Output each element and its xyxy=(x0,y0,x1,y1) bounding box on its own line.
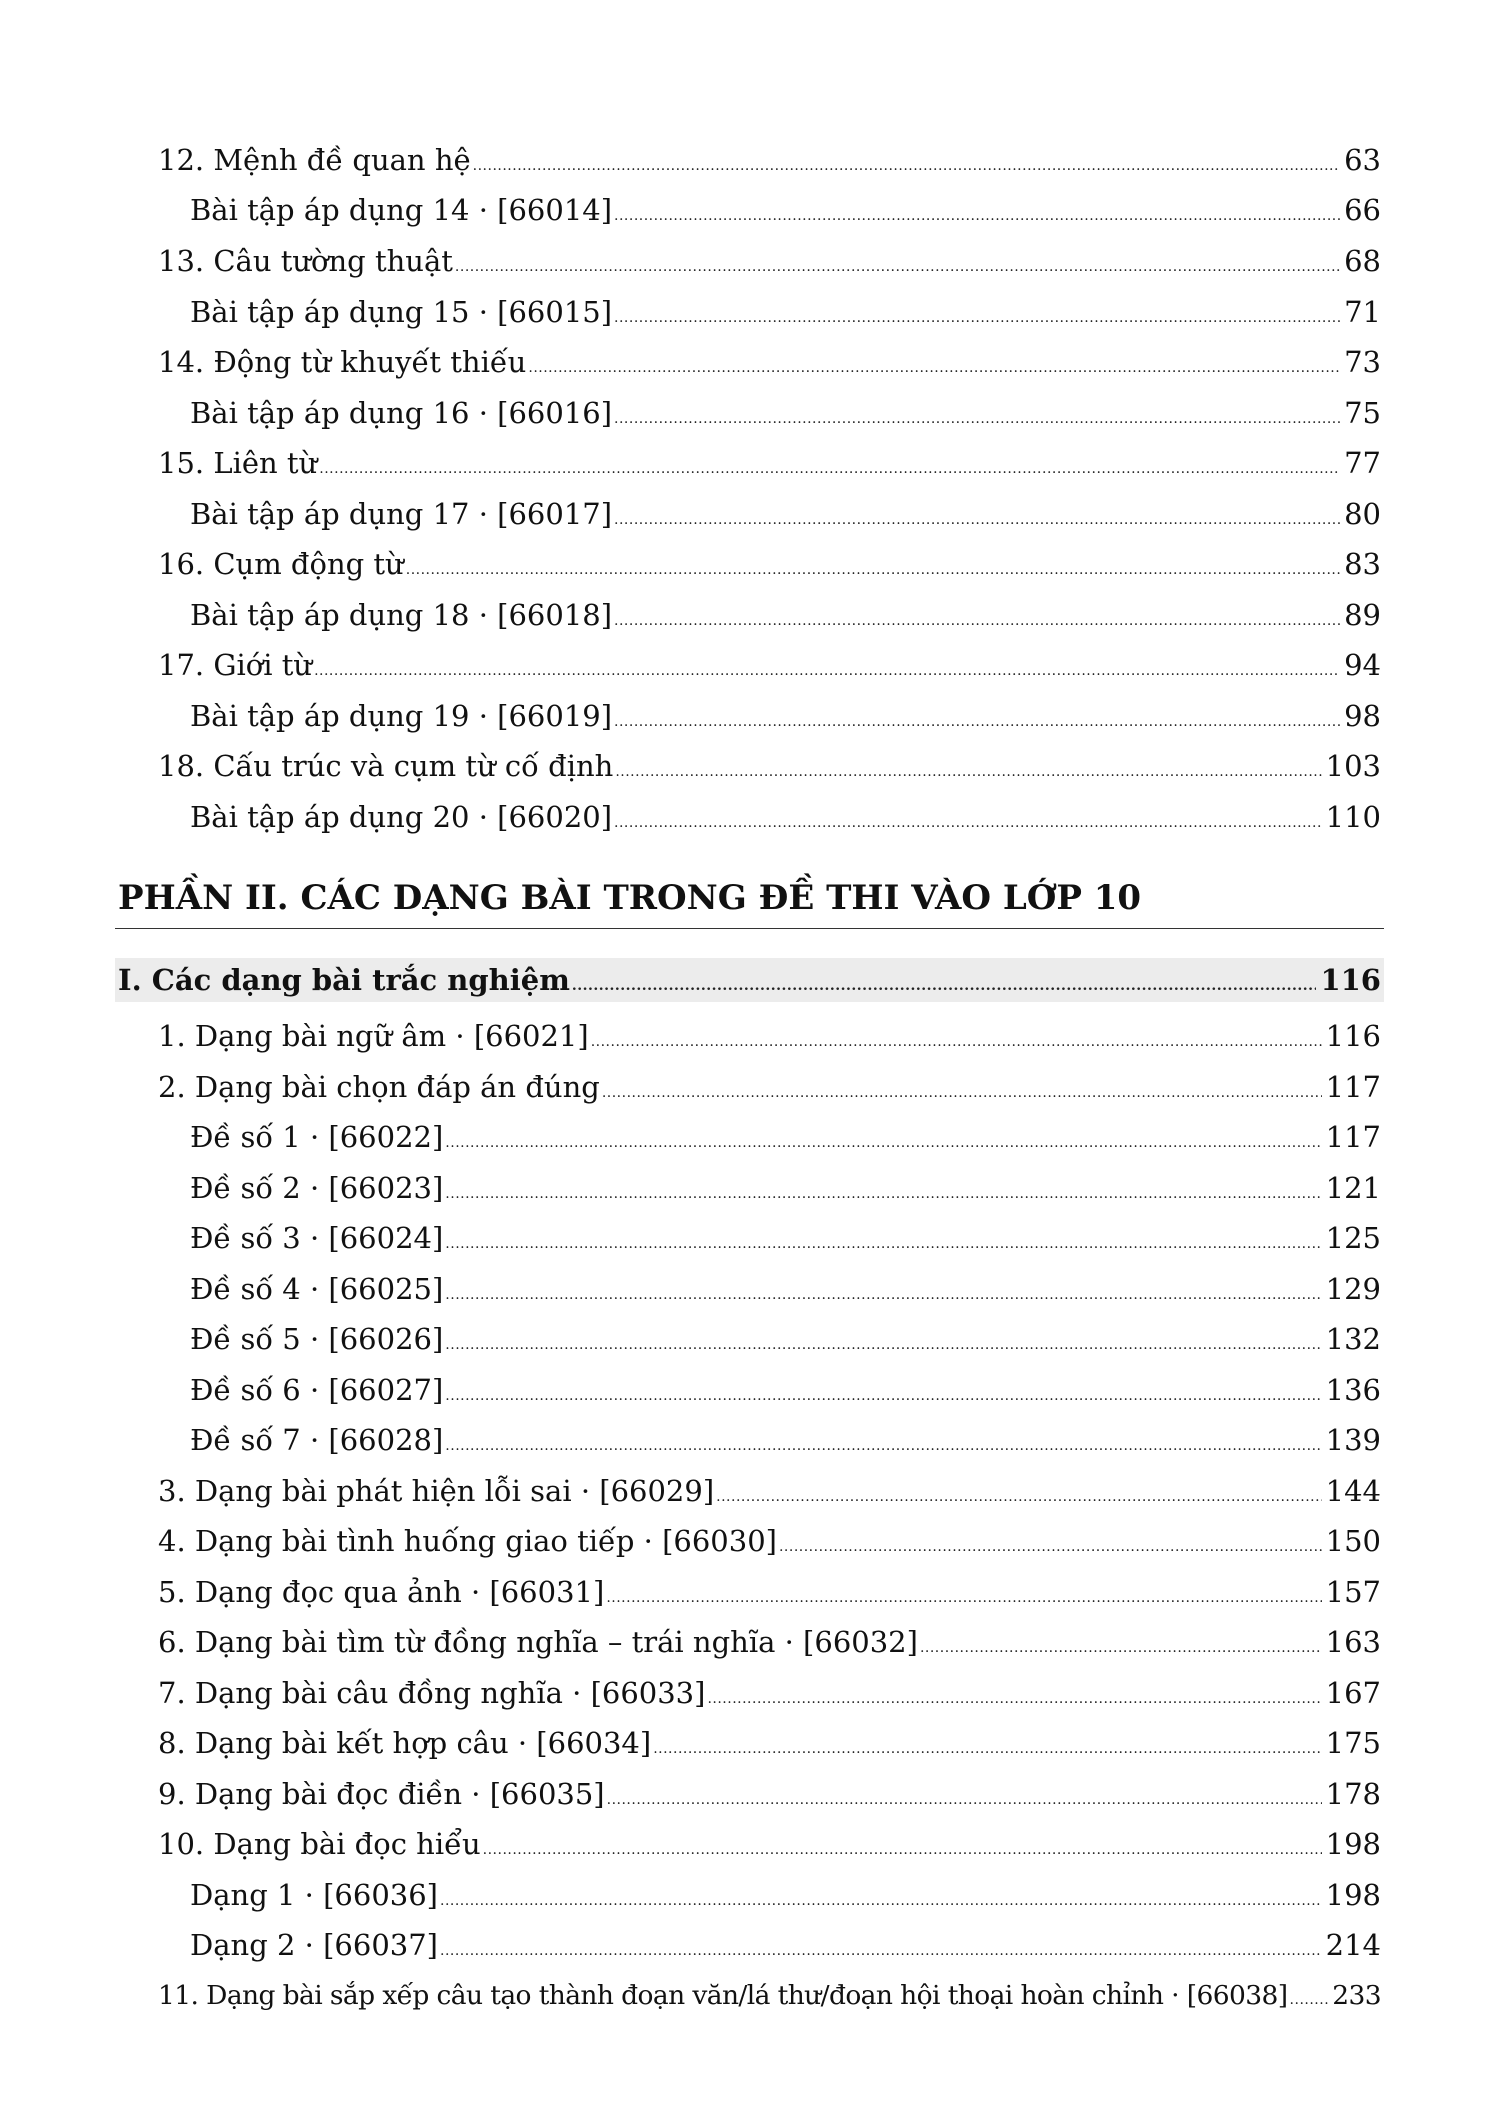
toc-entry[interactable] xyxy=(190,1119,1381,1161)
toc-entry-label: 2. Dạng bài chọn đáp án đúng xyxy=(158,1070,600,1104)
toc-entry-page: 175 xyxy=(1325,1726,1381,1760)
toc-entry-page: 198 xyxy=(1325,1827,1381,1861)
toc-entry[interactable] xyxy=(190,1271,1381,1313)
toc-entry[interactable] xyxy=(158,1978,1381,2018)
toc-entry-label: Dạng 2 · [66037] xyxy=(190,1928,438,1962)
dot-leader xyxy=(483,1832,1322,1868)
toc-entry-page: 117 xyxy=(1325,1070,1381,1104)
dot-leader xyxy=(445,1327,1321,1363)
toc-entry-page: 132 xyxy=(1325,1322,1381,1356)
toc-entry[interactable] xyxy=(158,546,1381,588)
toc-entry-page: 178 xyxy=(1325,1777,1381,1811)
toc-entry[interactable] xyxy=(158,1624,1381,1666)
dot-leader xyxy=(716,1479,1322,1515)
dot-leader xyxy=(455,249,1340,285)
toc-entry[interactable] xyxy=(158,1675,1381,1717)
toc-entry-label: Bài tập áp dụng 17 · [66017] xyxy=(190,497,613,531)
toc-entry[interactable] xyxy=(158,243,1381,285)
toc-subsection-page: 116 xyxy=(1320,963,1381,997)
toc-entry[interactable] xyxy=(190,1877,1381,1919)
dot-leader xyxy=(779,1529,1322,1565)
dot-leader xyxy=(614,704,1340,740)
toc-entry-label: Dạng 1 · [66036] xyxy=(190,1878,438,1912)
toc-entry-page: 167 xyxy=(1325,1676,1381,1710)
part-title: PHẦN II. CÁC DẠNG BÀI TRONG ĐỀ THI VÀO LỚP 10 xyxy=(118,878,1142,918)
toc-entry[interactable] xyxy=(158,1473,1381,1515)
toc-entry[interactable] xyxy=(190,395,1381,437)
toc-entry-page: 80 xyxy=(1344,497,1381,531)
toc-entry-page: 157 xyxy=(1325,1575,1381,1609)
toc-entry-page: 75 xyxy=(1344,396,1381,430)
toc-entry[interactable] xyxy=(190,1321,1381,1363)
toc-subsection[interactable] xyxy=(118,962,1381,1004)
toc-entry[interactable] xyxy=(190,1220,1381,1262)
toc-entry-page: 163 xyxy=(1325,1625,1381,1659)
toc-entry-page: 103 xyxy=(1325,749,1381,783)
toc-entry[interactable] xyxy=(190,1422,1381,1464)
toc-entry[interactable] xyxy=(158,647,1381,689)
toc-entry-page: 71 xyxy=(1344,295,1381,329)
toc-entry-label: 14. Động từ khuyết thiếu xyxy=(158,345,527,379)
toc-entry[interactable] xyxy=(190,698,1381,740)
dot-leader xyxy=(473,148,1340,184)
toc-entry[interactable] xyxy=(158,1523,1381,1565)
dot-leader xyxy=(406,552,1340,588)
toc-entry-label: 10. Dạng bài đọc hiểu xyxy=(158,1827,481,1861)
dot-leader xyxy=(572,968,1317,1004)
dot-leader xyxy=(920,1630,1322,1666)
toc-entry-page: 150 xyxy=(1325,1524,1381,1558)
toc-entry-page: 116 xyxy=(1325,1019,1381,1053)
toc-entry-page: 198 xyxy=(1325,1878,1381,1912)
toc-entry-page: 117 xyxy=(1325,1120,1381,1154)
toc-entry-page: 121 xyxy=(1325,1171,1381,1205)
toc-entry[interactable] xyxy=(158,1069,1381,1111)
dot-leader xyxy=(440,1933,1322,1969)
dot-leader xyxy=(591,1024,1322,1060)
toc-entry-label: 13. Câu tường thuật xyxy=(158,244,453,278)
toc-entry-label: 6. Dạng bài tìm từ đồng nghĩa – trái nghĩa · [66032] xyxy=(158,1625,918,1659)
toc-entry-label: Đề số 2 · [66023] xyxy=(190,1171,444,1205)
dot-leader xyxy=(606,1580,1321,1616)
dot-leader xyxy=(614,198,1340,234)
dot-leader xyxy=(445,1428,1321,1464)
toc-entry[interactable] xyxy=(190,799,1381,841)
dot-leader xyxy=(602,1075,1322,1111)
toc-entry-label: 4. Dạng bài tình huống giao tiếp · [66030] xyxy=(158,1524,777,1558)
toc-entry-page: 144 xyxy=(1325,1474,1381,1508)
dot-leader xyxy=(1290,1982,1329,2018)
toc-entry-label: Đề số 3 · [66024] xyxy=(190,1221,444,1255)
dot-leader xyxy=(614,603,1340,639)
toc-entry-page: 136 xyxy=(1325,1373,1381,1407)
toc-entry-page: 63 xyxy=(1344,143,1381,177)
toc-entry-label: 11. Dạng bài sắp xếp câu tạo thành đoạn văn/lá thư/đoạn hội thoại hoàn chỉnh · [66038] xyxy=(158,1980,1288,2011)
toc-entry-label: 3. Dạng bài phát hiện lỗi sai · [66029] xyxy=(158,1474,715,1508)
toc-entry[interactable] xyxy=(190,294,1381,336)
toc-entry-page: 110 xyxy=(1325,800,1381,834)
dot-leader xyxy=(528,350,1340,386)
dot-leader xyxy=(615,754,1321,790)
toc-entry-label: Đề số 1 · [66022] xyxy=(190,1120,444,1154)
toc-entry-label: Bài tập áp dụng 18 · [66018] xyxy=(190,598,613,632)
toc-entry-label: 1. Dạng bài ngữ âm · [66021] xyxy=(158,1019,589,1053)
dot-leader xyxy=(445,1176,1321,1212)
toc-entry-label: 17. Giới từ xyxy=(158,648,313,682)
toc-entry-label: 16. Cụm động từ xyxy=(158,547,404,581)
toc-entry-label: Đề số 6 · [66027] xyxy=(190,1373,444,1407)
toc-entry-label: 18. Cấu trúc và cụm từ cố định xyxy=(158,749,614,783)
toc-entry-page: 77 xyxy=(1344,446,1381,480)
toc-entry-label: Đề số 7 · [66028] xyxy=(190,1423,444,1457)
toc-entry[interactable] xyxy=(158,1826,1381,1868)
toc-entry[interactable] xyxy=(158,1725,1381,1767)
toc-entry-label: Bài tập áp dụng 14 · [66014] xyxy=(190,193,613,227)
toc-entry[interactable] xyxy=(158,1018,1381,1060)
dot-leader xyxy=(445,1226,1321,1262)
toc-entry-page: 83 xyxy=(1344,547,1381,581)
dot-leader xyxy=(614,300,1340,336)
toc-entry-label: Bài tập áp dụng 15 · [66015] xyxy=(190,295,613,329)
dot-leader xyxy=(445,1378,1321,1414)
toc-entry-label: Bài tập áp dụng 16 · [66016] xyxy=(190,396,613,430)
toc-entry-page: 89 xyxy=(1344,598,1381,632)
toc-entry-page: 139 xyxy=(1325,1423,1381,1457)
toc-entry-label: Bài tập áp dụng 20 · [66020] xyxy=(190,800,613,834)
toc-entry-label: 15. Liên từ xyxy=(158,446,318,480)
section-divider xyxy=(115,928,1384,929)
dot-leader xyxy=(319,451,1340,487)
toc-entry[interactable] xyxy=(190,1927,1381,1969)
toc-entry[interactable] xyxy=(190,1170,1381,1212)
dot-leader xyxy=(607,1782,1322,1818)
toc-entry[interactable] xyxy=(190,496,1381,538)
toc-entry-page: 73 xyxy=(1344,345,1381,379)
toc-entry-page: 129 xyxy=(1325,1272,1381,1306)
toc-entry-page: 66 xyxy=(1344,193,1381,227)
toc-entry[interactable] xyxy=(190,192,1381,234)
toc-entry[interactable] xyxy=(158,142,1381,184)
toc-entry-page: 98 xyxy=(1344,699,1381,733)
toc-entry[interactable] xyxy=(190,597,1381,639)
toc-entry-label: Bài tập áp dụng 19 · [66019] xyxy=(190,699,613,733)
toc-entry-page: 125 xyxy=(1325,1221,1381,1255)
dot-leader xyxy=(440,1883,1322,1919)
toc-entry[interactable] xyxy=(158,344,1381,386)
toc-entry-label: Đề số 5 · [66026] xyxy=(190,1322,444,1356)
toc-subsection-label: I. Các dạng bài trắc nghiệm xyxy=(118,963,570,997)
toc-entry[interactable] xyxy=(158,748,1381,790)
dot-leader xyxy=(314,653,1340,689)
toc-entry[interactable] xyxy=(190,1372,1381,1414)
toc-entry[interactable] xyxy=(158,1574,1381,1616)
toc-entry-page: 233 xyxy=(1332,1980,1381,2011)
toc-entry-label: 5. Dạng đọc qua ảnh · [66031] xyxy=(158,1575,605,1609)
dot-leader xyxy=(445,1277,1321,1313)
toc-entry[interactable] xyxy=(158,1776,1381,1818)
toc-entry-page: 214 xyxy=(1325,1928,1381,1962)
toc-entry-label: Đề số 4 · [66025] xyxy=(190,1272,444,1306)
toc-entry-page: 68 xyxy=(1344,244,1381,278)
toc-entry[interactable] xyxy=(158,445,1381,487)
dot-leader xyxy=(707,1681,1321,1717)
toc-entry-label: 9. Dạng bài đọc điền · [66035] xyxy=(158,1777,605,1811)
dot-leader xyxy=(614,401,1340,437)
toc-entry-label: 12. Mệnh đề quan hệ xyxy=(158,143,471,177)
dot-leader xyxy=(653,1731,1321,1767)
dot-leader xyxy=(614,805,1322,841)
toc-entry-label: 7. Dạng bài câu đồng nghĩa · [66033] xyxy=(158,1676,706,1710)
toc-entry-label: 8. Dạng bài kết hợp câu · [66034] xyxy=(158,1726,652,1760)
toc-entry-page: 94 xyxy=(1344,648,1381,682)
dot-leader xyxy=(614,502,1340,538)
dot-leader xyxy=(445,1125,1321,1161)
